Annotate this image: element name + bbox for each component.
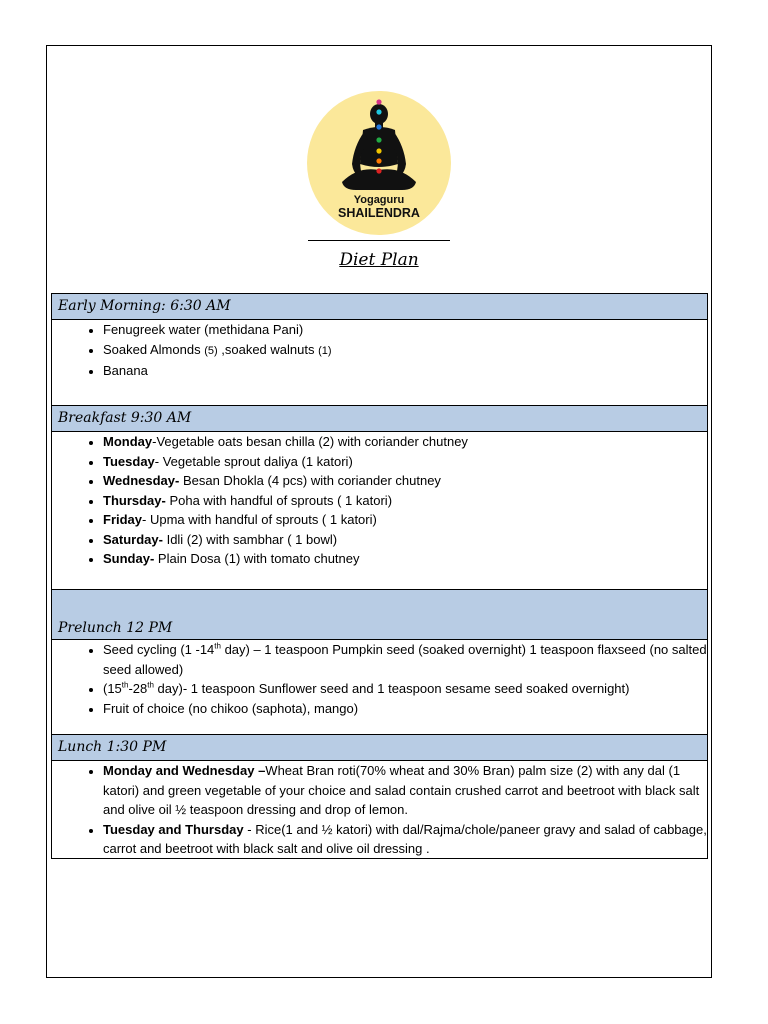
day-label: Sunday- xyxy=(103,551,155,566)
day-label: Wednesday- xyxy=(103,473,180,488)
item-text: - Vegetable sprout daliya (1 katori) xyxy=(154,453,353,469)
item-text: day) – 1 teaspoon Pumpkin seed (soaked overnight) 1 teaspoon flaxseed (no salted seed allowed) xyxy=(103,642,707,677)
section-heading-lunch: Lunch 1:30 PM xyxy=(52,735,707,761)
section-heading-early-morning: Early Morning: 6:30 AM xyxy=(52,294,707,320)
list-item xyxy=(103,640,707,679)
list-item xyxy=(103,452,707,472)
logo-text-line2: SHAILENDRA xyxy=(338,206,420,220)
list-item xyxy=(103,432,707,452)
item-text: Fruit of choice (no chikoo (saphota), mango) xyxy=(103,700,359,716)
item-quantity: (5) xyxy=(204,344,218,357)
item-text: Fenugreek water (methidana Pani) xyxy=(103,322,304,337)
list-item xyxy=(103,340,707,362)
item-text: Besan Dhokla (4 pcs) with coriander chutney xyxy=(179,473,441,488)
list-item xyxy=(103,699,707,719)
list-item xyxy=(103,761,707,820)
item-quantity: (1) xyxy=(318,344,332,357)
list-item xyxy=(103,320,707,340)
ordinal-suffix: th xyxy=(147,680,154,690)
section-heading-breakfast: Breakfast 9:30 AM xyxy=(52,406,707,432)
item-text: Idli (2) with sambhar ( 1 bowl) xyxy=(162,531,338,547)
item-text: Wheat Bran roti(70% wheat and 30% Bran) palm size (2) with any dal (1 katori) and green vegetable of your choice and salad contain crushed carrot and beetroot with black salt and olive oil ½ teaspoon dressing and drop of lemon. xyxy=(103,763,700,817)
list-item xyxy=(103,530,707,550)
list-item xyxy=(103,471,707,491)
section-body-prelunch xyxy=(52,640,707,735)
item-text: day)- 1 teaspoon Sunflower seed and 1 teaspoon sesame seed soaked overnight) xyxy=(153,681,630,696)
lunch-list xyxy=(52,761,707,859)
logo-graphic xyxy=(306,90,452,236)
logo-text-line1: Yogaguru xyxy=(353,194,405,206)
item-text: ,soaked walnuts xyxy=(217,341,319,357)
diet-plan-table xyxy=(51,293,708,859)
list-item xyxy=(103,510,707,530)
item-text: -28 xyxy=(128,681,148,696)
section-body-early-morning xyxy=(52,320,707,406)
item-text: - Rice(1 and ½ katori) with dal/Rajma/chole/paneer gravy and salad of cabbage, carrot and beetroot with black salt and olive oil dressing . xyxy=(103,821,707,856)
day-label: Monday xyxy=(103,434,153,449)
early-morning-list xyxy=(52,320,707,381)
section-heading-prelunch: Prelunch 12 PM xyxy=(52,590,707,640)
list-item xyxy=(103,491,707,511)
item-text: - Upma with handful of sprouts ( 1 katori) xyxy=(142,512,377,527)
day-label: Thursday- xyxy=(103,492,166,508)
day-label: Tuesday and Thursday xyxy=(103,821,244,837)
item-text: Soaked Almonds xyxy=(103,341,205,357)
item-text: (15 xyxy=(103,681,122,696)
list-item xyxy=(103,549,707,569)
ordinal-suffix: th xyxy=(214,641,221,651)
item-text: Poha with handful of sprouts ( 1 katori) xyxy=(165,492,393,508)
day-label: Monday and Wednesday – xyxy=(103,763,266,778)
day-label: Tuesday xyxy=(103,453,155,469)
section-body-breakfast xyxy=(52,432,707,590)
item-text: Banana xyxy=(103,363,148,378)
prelunch-list xyxy=(52,640,707,718)
item-text: Seed cycling (1 -14 xyxy=(103,642,215,657)
title-rule xyxy=(308,240,450,241)
item-text: Plain Dosa (1) with tomato chutney xyxy=(154,551,360,566)
section-body-lunch xyxy=(52,761,707,858)
page-title: Diet Plan xyxy=(339,250,419,270)
ordinal-suffix: th xyxy=(121,680,129,690)
day-label: Saturday- xyxy=(103,531,163,547)
list-item xyxy=(103,679,707,699)
breakfast-list xyxy=(52,432,707,569)
yogaguru-shailendra-logo xyxy=(306,90,452,236)
item-text: -Vegetable oats besan chilla (2) with coriander chutney xyxy=(152,434,468,449)
list-item xyxy=(103,361,707,381)
day-label: Friday xyxy=(103,512,143,527)
list-item xyxy=(103,820,707,859)
